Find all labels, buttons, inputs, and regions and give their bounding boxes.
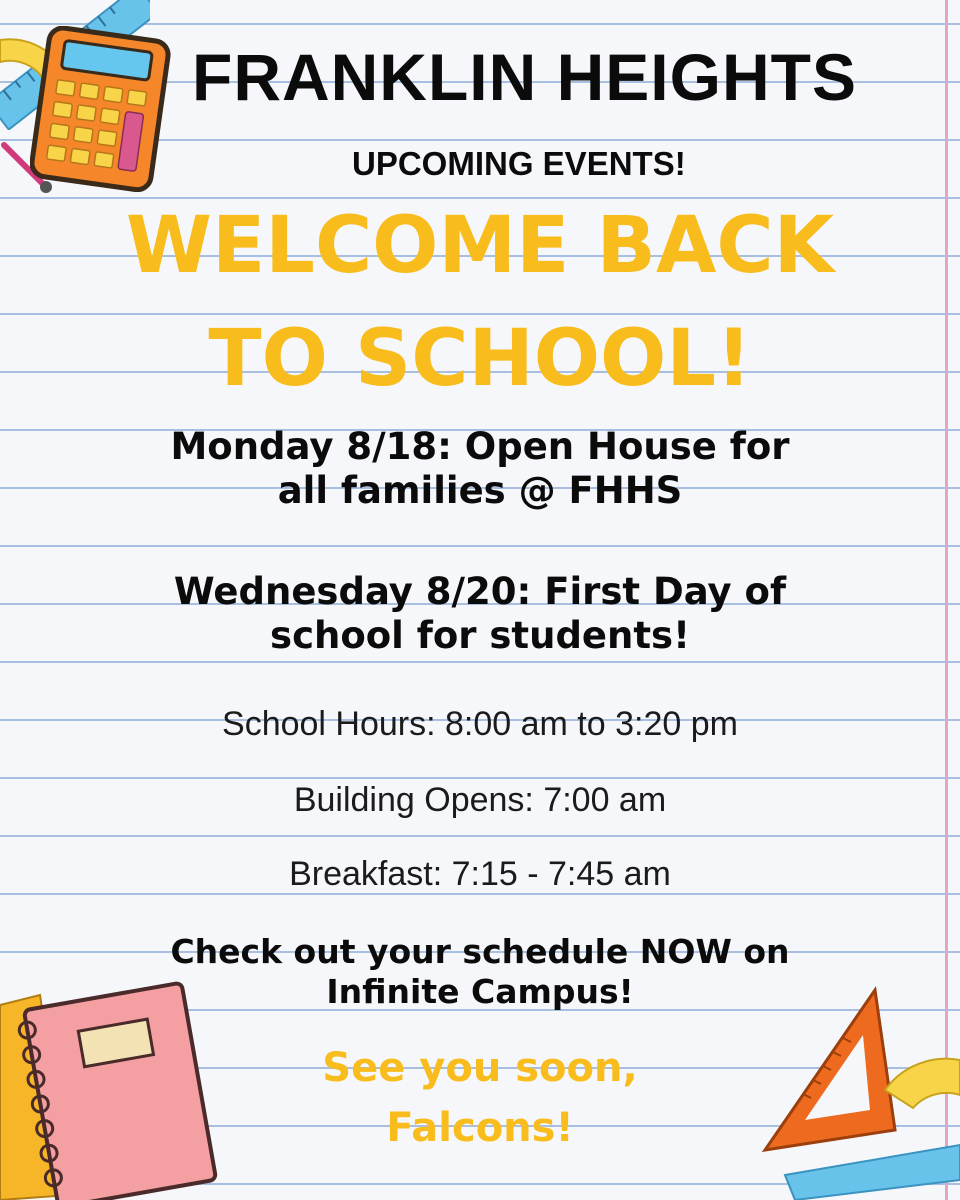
schedule-cta-line2: Infinite Campus! <box>326 972 634 1011</box>
welcome-headline-line1: WELCOME BACK <box>125 201 835 291</box>
event-open-house-line2: all families @ FHHS <box>277 469 683 512</box>
event-first-day <box>0 570 960 658</box>
breakfast-text: Breakfast: 7:15 - 7:45 am <box>289 855 671 893</box>
event-first-day-line1: Wednesday 8/20: First Day of <box>173 570 787 613</box>
sign-off-line1: See you soon, <box>322 1045 638 1091</box>
welcome-headline-line2: TO SCHOOL! <box>208 314 752 404</box>
notebook-icon <box>0 965 230 1200</box>
calculator-icon <box>30 26 172 192</box>
event-open-house-line1: Monday 8/18: Open House for <box>170 425 790 468</box>
set-square-icon <box>745 980 960 1200</box>
school-hours-text: School Hours: 8:00 am to 3:20 pm <box>222 705 738 743</box>
building-opens-text: Building Opens: 7:00 am <box>293 781 667 819</box>
schedule-cta-line1: Check out your schedule NOW on <box>170 932 790 971</box>
school-name-title: FRANKLIN HEIGHTS <box>192 40 857 114</box>
event-open-house <box>0 425 960 513</box>
sign-off-line2: Falcons! <box>386 1105 574 1151</box>
upcoming-events-subtitle: UPCOMING EVENTS! <box>352 145 686 182</box>
event-first-day-line2: school for students! <box>270 614 690 657</box>
